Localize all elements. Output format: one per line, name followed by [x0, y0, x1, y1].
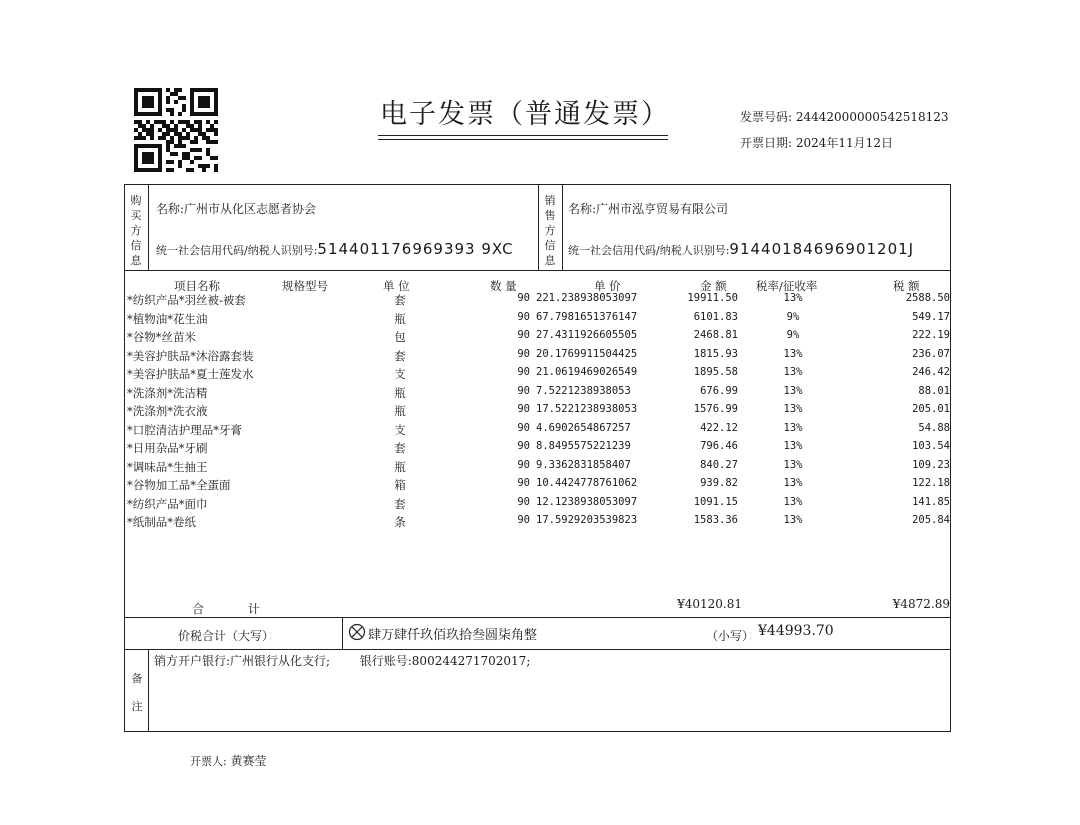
- item-name: *谷物加工品*全蛋面: [127, 478, 231, 492]
- item-rate: 9%: [786, 329, 800, 341]
- item-rate: 13%: [783, 477, 803, 489]
- item-amount: 422.12: [700, 421, 738, 434]
- item-rate: 9%: [786, 310, 800, 323]
- item-tax: 236.07: [912, 347, 950, 360]
- item-qty: 90: [517, 292, 530, 304]
- item-name: *纸制品*卷纸: [127, 515, 196, 529]
- col-item-header: 项目名称: [174, 279, 220, 293]
- col-amount-header: 金 额: [700, 279, 727, 293]
- item-tax: 205.84: [912, 514, 950, 526]
- buyer-id-label: 统一社会信用代码/纳税人识别号:: [156, 244, 318, 257]
- grand-total-lower-label: （小写）: [706, 629, 755, 643]
- item-qty: 90: [517, 421, 530, 434]
- item-name: *日用杂品*牙刷: [127, 441, 208, 455]
- item-rate: 13%: [783, 366, 803, 378]
- item-rate: 13%: [783, 292, 803, 304]
- item-tax: 205.01: [912, 403, 950, 415]
- item-amount: 796.46: [700, 440, 738, 452]
- item-tax: 88.01: [918, 384, 950, 397]
- totals-divider: [124, 617, 951, 618]
- grand-total-divider: [342, 617, 343, 649]
- item-tax: 246.42: [912, 366, 950, 378]
- item-tax: 103.54: [912, 440, 950, 452]
- item-qty: 90: [517, 347, 530, 360]
- seller-id-label: 统一社会信用代码/纳税人识别号:: [568, 244, 730, 257]
- remarks-divider: [124, 649, 951, 650]
- item-unit: 套: [394, 293, 406, 307]
- item-price: 221.238938053097: [536, 292, 638, 304]
- item-amount: 1583.36: [693, 514, 738, 526]
- item-rate: 13%: [783, 347, 803, 360]
- item-tax: 54.88: [918, 421, 950, 434]
- item-price: 17.5221238938053: [536, 403, 638, 415]
- item-rate: 13%: [783, 403, 803, 415]
- item-unit: 箱: [394, 478, 406, 492]
- col-rate-header: 税率/征收率: [756, 279, 818, 293]
- grand-total-label: 价税合计（大写）: [178, 629, 275, 643]
- item-name: *洗涤剂*洗衣液: [127, 404, 208, 418]
- total-amount: ¥40120.81: [677, 597, 742, 611]
- item-qty: 90: [517, 440, 530, 452]
- item-rate: 13%: [783, 458, 803, 471]
- buyer-section-label: 购买方信息: [130, 194, 142, 267]
- item-price: 8.8495575221239: [536, 440, 631, 452]
- seller-id: 91440184696901201J: [729, 240, 915, 258]
- account-label: 银行账号:: [359, 654, 412, 668]
- item-amount: 2468.81: [693, 329, 738, 341]
- invoice-date: 2024年11月12日: [795, 136, 893, 150]
- item-name: *植物油*花生油: [127, 311, 208, 326]
- item-name: *谷物*丝苗米: [127, 330, 196, 344]
- item-amount: 840.27: [700, 458, 738, 471]
- bank-name: 广州银行从化支行;: [230, 654, 331, 668]
- item-amount: 6101.83: [693, 310, 738, 323]
- bank-label: 销方开户银行:: [154, 654, 231, 668]
- item-amount: 1091.15: [693, 495, 738, 508]
- col-unit-header: 单 位: [383, 279, 410, 293]
- col-qty-header: 数 量: [490, 279, 517, 293]
- invoice-title: 电子发票（普通发票）: [380, 99, 670, 130]
- seller-section-label: 销售方信息: [544, 194, 556, 267]
- invoice-number: 24442000000542518123: [795, 110, 949, 124]
- item-name: *调味品*生抽王: [127, 459, 208, 474]
- item-qty: 90: [517, 384, 530, 397]
- item-name: *洗涤剂*洗洁精: [127, 385, 208, 400]
- issuer-name: 黄赛莹: [230, 754, 267, 768]
- remarks-text: [154, 652, 530, 669]
- item-unit: 瓶: [394, 404, 406, 418]
- item-qty: 90: [517, 495, 530, 508]
- item-price: 9.3362831858407: [536, 458, 631, 471]
- item-name: *纺织产品*面巾: [127, 496, 208, 511]
- item-qty: 90: [517, 514, 530, 526]
- item-tax: 2588.50: [905, 292, 950, 304]
- invoice-number-label: 发票号码:: [740, 110, 793, 124]
- item-price: 10.4424778761062: [536, 477, 638, 489]
- item-unit: 套: [394, 441, 406, 455]
- item-price: 4.6902654867257: [536, 421, 631, 434]
- item-price: 21.0619469026549: [536, 366, 638, 378]
- seller-name-label: 名称:: [568, 202, 597, 216]
- cross-circle-icon: [348, 623, 366, 641]
- item-tax: 222.19: [912, 329, 950, 341]
- item-unit: 套: [394, 496, 406, 511]
- item-tax: 549.17: [912, 310, 950, 323]
- invoice-date-label: 开票日期:: [740, 136, 793, 150]
- item-price: 7.5221238938053: [536, 384, 631, 397]
- item-amount: 1576.99: [693, 403, 738, 415]
- item-rate: 13%: [783, 514, 803, 526]
- item-price: 27.4311926605505: [536, 329, 638, 341]
- item-price: 17.5929203539823: [536, 514, 638, 526]
- item-unit: 瓶: [394, 459, 406, 474]
- item-unit: 支: [394, 367, 406, 381]
- item-price: 12.1238938053097: [536, 495, 638, 508]
- item-name: *纺织产品*羽丝被-被套: [127, 293, 246, 307]
- buyer-name-label: 名称:: [156, 202, 185, 216]
- item-qty: 90: [517, 458, 530, 471]
- item-price: 67.7981651376147: [536, 310, 638, 323]
- buyer-name: 广州市从化区志愿者协会: [184, 202, 317, 216]
- item-amount: 1895.58: [693, 366, 738, 378]
- item-rate: 13%: [783, 384, 803, 397]
- total-tax: ¥4872.89: [892, 597, 950, 611]
- item-rate: 13%: [783, 421, 803, 434]
- col-spec-header: 规格型号: [282, 279, 328, 293]
- item-qty: 90: [517, 403, 530, 415]
- item-amount: 939.82: [700, 477, 738, 489]
- item-price: 20.1769911504425: [536, 347, 638, 360]
- issuer-label: 开票人:: [190, 755, 227, 768]
- item-rate: 13%: [783, 495, 803, 508]
- item-qty: 90: [517, 310, 530, 323]
- item-qty: 90: [517, 477, 530, 489]
- seller-name: 广州市泓亨贸易有限公司: [596, 202, 729, 216]
- item-unit: 瓶: [394, 311, 406, 326]
- total-label: 合 计: [192, 602, 260, 616]
- account-number: 800244271702017;: [411, 654, 531, 668]
- item-unit: 瓶: [394, 385, 406, 400]
- item-tax: 109.23: [912, 458, 950, 471]
- item-name: *美容护肤品*沐浴露套装: [127, 348, 254, 363]
- item-amount: 676.99: [700, 384, 738, 397]
- item-qty: 90: [517, 366, 530, 378]
- item-tax: 141.85: [912, 495, 950, 508]
- item-unit: 包: [394, 330, 406, 344]
- buyer-id: 514401176969393 9XC: [317, 240, 514, 258]
- issuer-row: [190, 752, 267, 769]
- grand-total-lower: ¥44993.70: [758, 623, 834, 639]
- item-amount: 19911.50: [687, 292, 738, 304]
- item-tax: 122.18: [912, 477, 950, 489]
- item-unit: 支: [394, 422, 406, 437]
- item-rate: 13%: [783, 440, 803, 452]
- col-price-header: 单 价: [594, 279, 621, 293]
- col-tax-header: 税 额: [893, 279, 920, 293]
- item-unit: 条: [394, 515, 406, 529]
- item-qty: 90: [517, 329, 530, 341]
- item-amount: 1815.93: [693, 347, 738, 360]
- remarks-label-divider: [148, 649, 149, 732]
- grand-total-upper: 肆万肆仟玖佰玖拾叁圆柒角整: [368, 628, 538, 643]
- item-name: *口腔清洁护理品*牙膏: [127, 422, 242, 437]
- item-unit: 套: [394, 348, 406, 363]
- remarks-label: 备注: [131, 672, 143, 713]
- item-name: *美容护肤品*夏士莲发水: [127, 367, 254, 381]
